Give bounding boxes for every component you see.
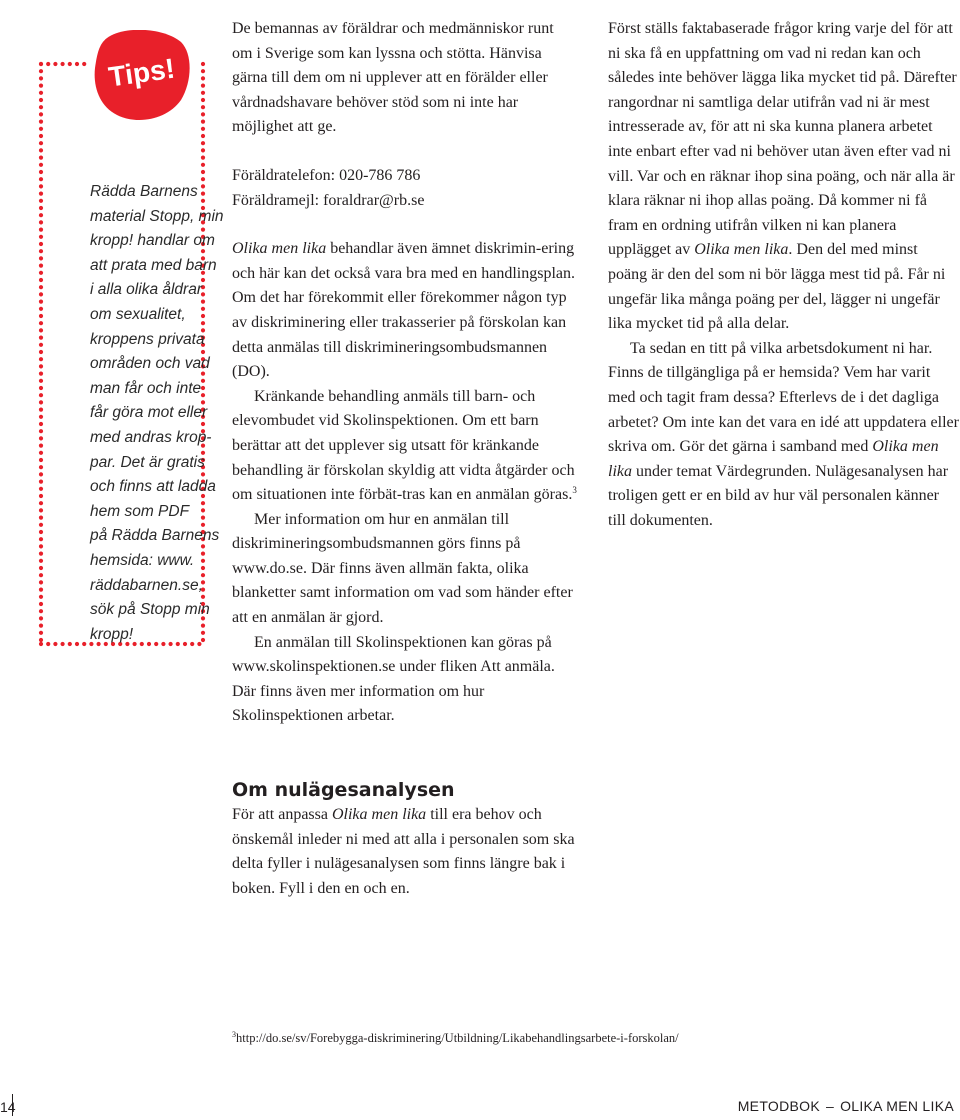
section-text-b: till era behov och önskemål inleder ni med att alla i personalen som ska delta fyller i nulägesanalysen som finns längre bak i boken. Fyll i den en och en. (232, 806, 575, 897)
border-dot (82, 62, 86, 66)
border-dot (39, 192, 43, 196)
border-dot (39, 465, 43, 469)
section-text-a: För att anpassa (232, 806, 332, 823)
border-dot (39, 372, 43, 376)
border-dot (39, 400, 43, 404)
discrimination-text: behandlar även ämnet diskrimin-ering och här kan det också vara bra med en handlingsplan. Om det har förekommit eller förekommer någon typ av diskriminering eller trakasserier på förskolan kan detta anmälas till diskrimineringsombudsmannen (DO). (232, 240, 575, 381)
border-dot (61, 62, 65, 66)
border-dot (39, 379, 43, 383)
tips-badge (93, 30, 193, 122)
tips-line: att prata med barn (90, 256, 217, 274)
border-dot (201, 170, 205, 174)
footnote-reference: 3 (572, 485, 577, 496)
tips-line: med andras krop- (90, 428, 212, 446)
border-dot (201, 120, 205, 124)
border-dot (39, 458, 43, 462)
border-dot (39, 480, 43, 484)
footer-left-label: METODBOK (737, 1098, 820, 1114)
border-dot (39, 436, 43, 440)
border-dot (39, 256, 43, 260)
border-dot (39, 235, 43, 239)
border-dot (39, 393, 43, 397)
border-dot (201, 76, 205, 80)
border-dot (46, 62, 50, 66)
skolinspektionen-paragraph: En anmälan till Skolinspektionen kan göras på www.skolinspektionen.se under fliken Att anmäla. Där finns även mer information om hur Skolinspektionen arbetar. (232, 633, 555, 725)
border-dot (39, 429, 43, 433)
border-dot (201, 148, 205, 152)
footnote (232, 1031, 832, 1046)
border-dot (39, 516, 43, 520)
section-heading: Om nulägesanalysen (232, 779, 455, 801)
border-dot (39, 580, 43, 584)
questions-text-b: . Den del med minst poäng är den del som ni bör lägga mest tid på. Får ni ungefär lika många poäng per del, lägger ni ungefär lika mycket tid på alla delar. (608, 241, 946, 333)
border-dot (201, 156, 205, 160)
border-dot (39, 552, 43, 556)
tips-line: par. Det är gratis (90, 453, 205, 471)
border-dot (39, 350, 43, 354)
border-dot (39, 177, 43, 181)
border-dot (39, 544, 43, 548)
border-dot (39, 415, 43, 419)
border-dot (39, 624, 43, 628)
border-dot (39, 292, 43, 296)
documents-text-b: under temat Värdegrunden. Nulägesanalysen har troligen gett er en bild av hur väl personalen känner till dokumenten. (608, 462, 949, 529)
footnote-url: http://do.se/sv/Forebygga-diskriminering/Utbildning/Likabehandlingsarbete-i-forskolan/ (236, 1031, 679, 1045)
border-dot (61, 642, 65, 646)
tips-line: räddabarnen.se, (90, 576, 203, 594)
section-nulagesanalys (232, 778, 577, 901)
border-dot (39, 609, 43, 613)
border-dot (39, 112, 43, 116)
border-dot (39, 134, 43, 138)
border-dot (39, 638, 43, 642)
border-dot (39, 642, 43, 646)
footnote-number: 3 (232, 1030, 236, 1039)
border-dot (53, 62, 57, 66)
border-dot (39, 444, 43, 448)
border-dot (39, 300, 43, 304)
border-dot (68, 62, 72, 66)
border-dot (39, 616, 43, 620)
book-title: Olika men lika (232, 240, 327, 258)
border-dot (201, 91, 205, 95)
questions-text-a: Först ställs faktabaserade frågor kring varje del för att ni ska få en uppfattning om vad ni redan kan och således inte behöver lägga lika mycket tid på. Därefter rangordnar ni samtliga delar utifrån vad ni är mest intresserade av, för att ni ska kunna planera arbetet inte enbart efter vad ni behöver utan även efter vad ni vill. Var och en räknar ihop sina poäng, och när alla är klara räknar ni ihop allas poäng. Då kommer ni få fram en ordning utifrån vilken ni kan planera upplägget av (608, 20, 957, 259)
harassment-text: Kränkande behandling anmäls till barn- och elevombudet vid Skolinspektionen. Om ett barn berättar att det upplever sig utsatt för kränkande behandling är förskolan skyldig att vidta åtgärder och om situationen inte förbät-tras kan en anmälan göras. (232, 387, 575, 504)
border-dot (39, 559, 43, 563)
border-dot (39, 206, 43, 210)
parent-email: Föräldramejl: foraldrar@rb.se (232, 191, 425, 209)
border-dot (39, 494, 43, 498)
border-dot (39, 314, 43, 318)
border-dot (39, 336, 43, 340)
tips-line: kropp! (90, 625, 134, 643)
documents-paragraph (608, 337, 960, 534)
border-dot (201, 141, 205, 145)
questions-paragraph (608, 17, 960, 337)
tips-text (90, 180, 234, 647)
border-dot (39, 127, 43, 131)
tips-line: sök på Stopp min (90, 601, 210, 619)
tips-line: på Rädda Barnens (90, 527, 220, 545)
border-dot (39, 501, 43, 505)
border-dot (39, 588, 43, 592)
border-dot (201, 98, 205, 102)
running-footer (738, 1098, 954, 1114)
border-dot (39, 84, 43, 88)
border-dot (39, 357, 43, 361)
border-dot (39, 264, 43, 268)
documents-text-a: Ta sedan en titt på vilka arbetsdokument ni har. Finns de tillgängliga på er hemsida? Vem har varit med och tagit fram dessa? Efterlevs de i det dagliga arbetet? Om inte kan det vara en idé att uppdatera eller skriva om. Gör det gärna i samband med (608, 339, 959, 456)
border-dot (39, 98, 43, 102)
border-dot (39, 343, 43, 347)
border-dot (39, 91, 43, 95)
tips-box (38, 30, 224, 647)
border-dot (201, 69, 205, 73)
footer-dash: – (825, 1098, 835, 1114)
border-dot (39, 62, 43, 66)
border-dot (39, 170, 43, 174)
border-dot (39, 242, 43, 246)
border-dot (39, 602, 43, 606)
border-dot (201, 62, 205, 66)
border-dot (39, 523, 43, 527)
book-title: Olika men lika (608, 438, 939, 480)
border-dot (39, 278, 43, 282)
border-dot (201, 127, 205, 131)
border-dot (39, 422, 43, 426)
border-dot (39, 163, 43, 167)
tips-line: får göra mot eller (90, 404, 208, 422)
border-dot (39, 595, 43, 599)
border-dot (39, 631, 43, 635)
harassment-paragraph (232, 385, 577, 508)
border-dot (39, 307, 43, 311)
intro-paragraph: De bemannas av föräldrar och medmänniskor runt om i Sverige som kan lyssna och stötta. Hänvisa gärna till dem om ni upplever att en förälder eller vårdnadshavare behöver stöd som ni inte har möjlighet att ge. (232, 20, 554, 136)
border-dot (39, 120, 43, 124)
border-dot (39, 69, 43, 73)
book-title: Olika men lika (694, 241, 789, 259)
tips-line: och finns att ladda (90, 478, 216, 496)
border-dot (39, 321, 43, 325)
border-dot (39, 271, 43, 275)
border-dot (39, 566, 43, 570)
page-number: 14 (0, 1099, 16, 1115)
border-dot (201, 84, 205, 88)
section-paragraph (232, 803, 577, 901)
tips-line: hemsida: www. (90, 551, 195, 569)
tips-line: om sexualitet, (90, 305, 186, 323)
border-dot (39, 487, 43, 491)
border-dot (39, 105, 43, 109)
tips-line: hem som PDF (90, 502, 190, 520)
border-dot (39, 76, 43, 80)
border-dot (39, 220, 43, 224)
border-dot (39, 537, 43, 541)
tips-line: man får och inte (90, 379, 202, 397)
column-right (608, 17, 960, 533)
parent-phone: Föräldratelefon: 020-786 786 (232, 166, 421, 184)
border-dot (39, 472, 43, 476)
border-dot (39, 328, 43, 332)
tips-line: kropp! handlar om (90, 232, 215, 250)
tips-line: material Stopp, min (90, 207, 224, 225)
border-dot (46, 642, 50, 646)
tips-badge-label: Tips! (106, 52, 177, 93)
border-dot (201, 105, 205, 109)
border-dot (39, 285, 43, 289)
border-dot (82, 642, 86, 646)
border-dot (39, 148, 43, 152)
border-dot (39, 451, 43, 455)
tips-line: kroppens privata (90, 330, 205, 348)
border-dot (39, 184, 43, 188)
border-dot (68, 642, 72, 646)
discrimination-paragraph (232, 237, 577, 385)
border-dot (39, 249, 43, 253)
border-dot (201, 112, 205, 116)
tips-line: områden och vad (90, 355, 210, 373)
border-dot (39, 213, 43, 217)
border-dot (39, 199, 43, 203)
border-dot (39, 573, 43, 577)
border-dot (39, 386, 43, 390)
border-dot (39, 508, 43, 512)
book-title: Olika men lika (331, 806, 427, 823)
border-dot (201, 134, 205, 138)
border-dot (39, 530, 43, 534)
do-info-paragraph: Mer information om hur en anmälan till diskrimineringsombudsmannen görs finns på www.do.se. Där finns även allmän fakta, olika blanketter samt information om vad som händer efter att en anmälan är gjord. (232, 510, 573, 627)
border-dot (53, 642, 57, 646)
border-dot (39, 408, 43, 412)
column-middle (232, 17, 577, 729)
tips-line: Rädda Barnens (90, 183, 198, 200)
footer-right-label: OLIKA MEN LIKA (840, 1098, 954, 1114)
border-dot (39, 364, 43, 368)
border-dot (39, 156, 43, 160)
border-dot (75, 642, 79, 646)
border-dot (201, 163, 205, 167)
border-dot (39, 228, 43, 232)
border-dot (39, 141, 43, 145)
border-dot (75, 62, 79, 66)
tips-line: i alla olika åldrar (90, 281, 202, 299)
